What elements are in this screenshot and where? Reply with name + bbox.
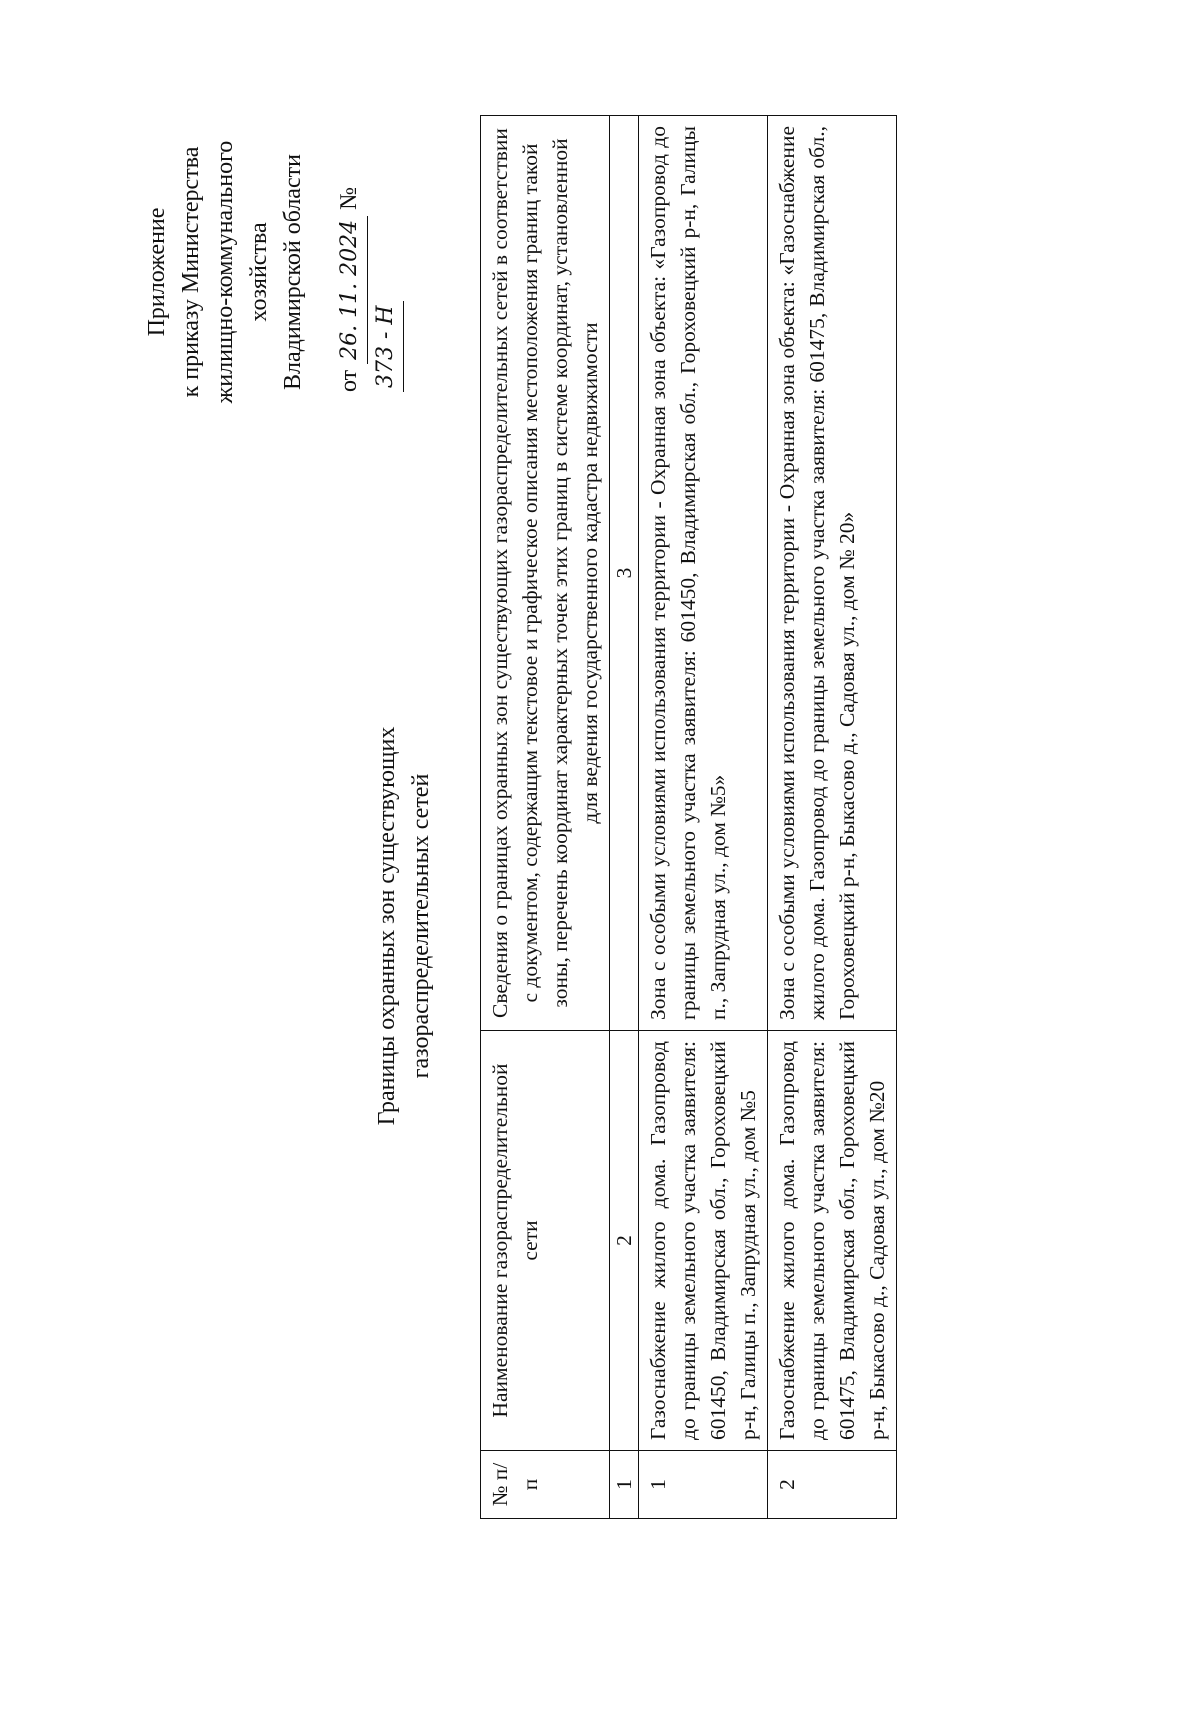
row-number: 2 [768, 1451, 897, 1519]
title-line-2: газораспределительных сетей [408, 773, 434, 1079]
header-number: № п/п [481, 1451, 610, 1519]
order-date-handwritten: 26. 11. 2024 [333, 216, 368, 364]
zone-info-cell: Зона с особыми условиями использования территории - Охранная зона объекта: «Газопровод до границы земельного участка заявителя: 601450, Владимирская обл., Гороховецкий р-н, Галицы п., Запрудная ул., дом №5» [639, 116, 768, 1031]
order-number-handwritten: 373 - Н [369, 301, 404, 392]
zone-info-cell: Зона с особыми условиями использования территории - Охранная зона объекта: «Газоснабжение жилого дома. Газопровод до границы земельного участка заявителя: 601475, Владимирская обл., Гороховецкий р-н, Быкасово д., Садовая ул., дом № 20» [768, 116, 897, 1031]
network-name-cell: Газоснабжение жилого дома. Газопровод до границы земельного участка заявителя: 601475, Владимирская обл., Гороховецкий р-н, Быкасово д., Садовая ул., дом №20 [768, 1031, 897, 1451]
column-number-row [610, 116, 639, 1519]
appendix-ministry: жилищно-коммунального хозяйства [212, 140, 272, 404]
row-number: 1 [639, 1451, 768, 1519]
table-header-row [481, 116, 610, 1519]
header-zone-info: Сведения о границах охранных зон существующих газораспределительных сетей в соответствии с документом, содержащим текстовое и графическое описания местоположения границ такой зоны, перечень координат характерных точек этих границ в системе координат, установленной для ведения государственного кадастра недвижимости [481, 116, 610, 1031]
document-title [370, 516, 438, 1336]
appendix-block [140, 92, 404, 452]
network-name-cell: Газоснабжение жилого дома. Газопровод до границы земельного участка заявителя: 601450, Владимирская обл., Гороховецкий р-н, Галицы п., Запрудная ул., дом №5 [639, 1031, 768, 1451]
protection-zones-table [480, 115, 897, 1519]
appendix-order-ref: к приказу Министерства [178, 146, 204, 398]
column-number: 3 [610, 116, 639, 1031]
header-network-name: Наименование газораспределительной сети [481, 1031, 610, 1451]
column-number: 2 [610, 1031, 639, 1451]
appendix-region: Владимирской области [280, 154, 306, 390]
table-row [768, 116, 897, 1519]
table-row [639, 116, 768, 1519]
order-prefix: от [336, 369, 362, 392]
column-number: 1 [610, 1451, 639, 1519]
order-date-line [332, 92, 404, 452]
appendix-label: Приложение [144, 207, 170, 337]
title-line-1: Границы охранных зон существующих [374, 726, 400, 1126]
order-number-label: № [336, 186, 362, 210]
